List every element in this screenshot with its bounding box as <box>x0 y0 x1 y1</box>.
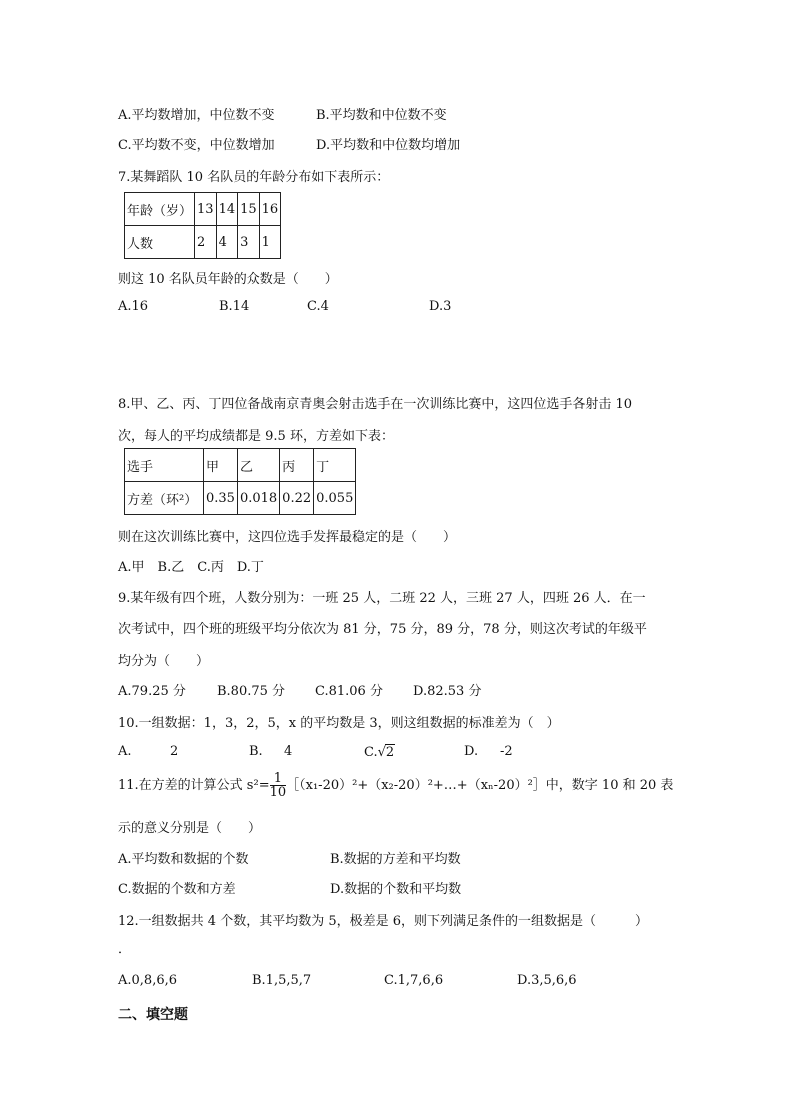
q8-variance-table <box>124 448 356 515</box>
table-cell: 2 <box>195 226 217 259</box>
q11-fraction <box>270 772 287 799</box>
table-cell: 0.055 <box>314 482 356 515</box>
table-cell: 4 <box>216 226 238 259</box>
table-row <box>125 226 281 259</box>
q6-option-b: B.平均数和中位数不变 <box>316 108 447 123</box>
section-heading: 二、填空题 <box>118 1007 188 1023</box>
q12-stem: 12.一组数据共 4 个数，其平均数为 5，极差是 6，则下列满足条件的一组数据是（ ） <box>118 914 649 929</box>
q11-stem-pre: 11.在方差的计算公式 s²= <box>118 778 270 793</box>
q12-option-a: A.0,8,6,6 <box>118 973 178 988</box>
table-row <box>125 193 281 226</box>
table-row <box>125 449 356 482</box>
sqrt-icon: √ <box>377 745 386 760</box>
q8-question: 则在这次训练比赛中，这四位选手发挥最稳定的是（ ） <box>118 530 457 545</box>
fraction-denominator: 10 <box>269 785 287 800</box>
fraction-numerator: 1 <box>270 772 287 786</box>
q8-options: A.甲 B.乙 C.丙 D.丁 <box>118 560 264 575</box>
q7-option-d: D.3 <box>429 299 452 314</box>
q11-stem-post: ［（x₁-20）²+（x₂-20）²+…+（xₙ-20）²］中，数字 10 和 20 表 <box>286 778 674 793</box>
table-cell: 14 <box>216 193 238 226</box>
q11-stem-line1 <box>118 772 673 799</box>
q10-option-a-value: 2 <box>170 744 179 759</box>
table-cell: 3 <box>238 226 260 259</box>
q9-stem-line1: 9.某年级有四个班，人数分别为：一班 25 人，二班 22 人，三班 27 人，四班 26 人．在一 <box>118 591 646 606</box>
q11-stem-line2: 示的意义分别是（ ） <box>118 821 262 836</box>
q8-stem-line2: 次，每人的平均成绩都是 9.5 环，方差如下表： <box>118 429 394 444</box>
q9-stem-line3: 均分为（ ） <box>118 654 210 669</box>
q7-stem: 7.某舞蹈队 10 名队员的年龄分布如下表所示： <box>118 170 390 185</box>
table-cell: 年龄（岁） <box>125 193 195 226</box>
table-cell: 选手 <box>125 449 204 482</box>
q9-option-b: B.80.75 分 <box>217 684 286 699</box>
q10-option-d-value: -2 <box>500 744 513 759</box>
q10-option-c-value: 2 <box>385 745 395 760</box>
table-cell: 丁 <box>314 449 356 482</box>
table-cell: 1 <box>259 226 281 259</box>
q12-option-c: C.1,7,6,6 <box>384 973 444 988</box>
q9-option-c: C.81.06 分 <box>315 684 383 699</box>
q10-option-a-label: A. <box>118 744 132 759</box>
q11-option-c: C.数据的个数和方差 <box>118 882 236 897</box>
table-cell: 乙 <box>237 449 279 482</box>
q7-option-a: A.16 <box>118 299 149 314</box>
q7-option-c: C.4 <box>307 299 329 314</box>
q6-option-d: D.平均数和中位数均增加 <box>316 138 461 153</box>
q10-option-d-label: D. <box>464 744 479 759</box>
q10-option-c <box>364 744 395 760</box>
table-cell: 0.22 <box>280 482 314 515</box>
q12-dot: ． <box>118 942 132 957</box>
q7-option-b: B.14 <box>219 299 250 314</box>
q12-option-d: D.3,5,6,6 <box>517 973 577 988</box>
q10-option-b-label: B. <box>249 744 263 759</box>
q11-option-b: B.数据的方差和平均数 <box>330 852 461 867</box>
q11-option-d: D.数据的个数和平均数 <box>330 882 462 897</box>
table-cell: 15 <box>238 193 260 226</box>
table-cell: 人数 <box>125 226 195 259</box>
table-cell: 16 <box>259 193 281 226</box>
q12-option-b: B.1,5,5,7 <box>252 973 312 988</box>
q6-option-c: C.平均数不变，中位数增加 <box>118 138 275 153</box>
q9-option-a: A.79.25 分 <box>118 684 186 699</box>
q11-option-a: A.平均数和数据的个数 <box>118 852 249 867</box>
table-cell: 13 <box>195 193 217 226</box>
q9-stem-line2: 次考试中，四个班的班级平均分依次为 81 分，75 分，89 分，78 分，则这次考试的年级平 <box>118 622 647 637</box>
q10-option-b-value: 4 <box>284 744 293 759</box>
table-cell: 丙 <box>280 449 314 482</box>
table-row <box>125 482 356 515</box>
q6-option-a: A.平均数增加，中位数不变 <box>118 108 275 123</box>
q10-stem: 10.一组数据：1，3，2，5，x 的平均数是 3，则这组数据的标准差为（ ） <box>118 716 560 731</box>
q7-age-table <box>124 192 281 259</box>
q7-question: 则这 10 名队员年龄的众数是（ ） <box>118 272 338 287</box>
q10-option-c-label: C. <box>364 745 378 760</box>
table-cell: 0.018 <box>237 482 279 515</box>
q8-stem-line1: 8.甲、乙、丙、丁四位备战南京青奥会射击选手在一次训练比赛中，这四位选手各射击 10 <box>118 397 633 412</box>
table-cell: 方差（环²） <box>125 482 204 515</box>
table-cell: 甲 <box>204 449 238 482</box>
q9-option-d: D.82.53 分 <box>413 684 482 699</box>
table-cell: 0.35 <box>204 482 238 515</box>
